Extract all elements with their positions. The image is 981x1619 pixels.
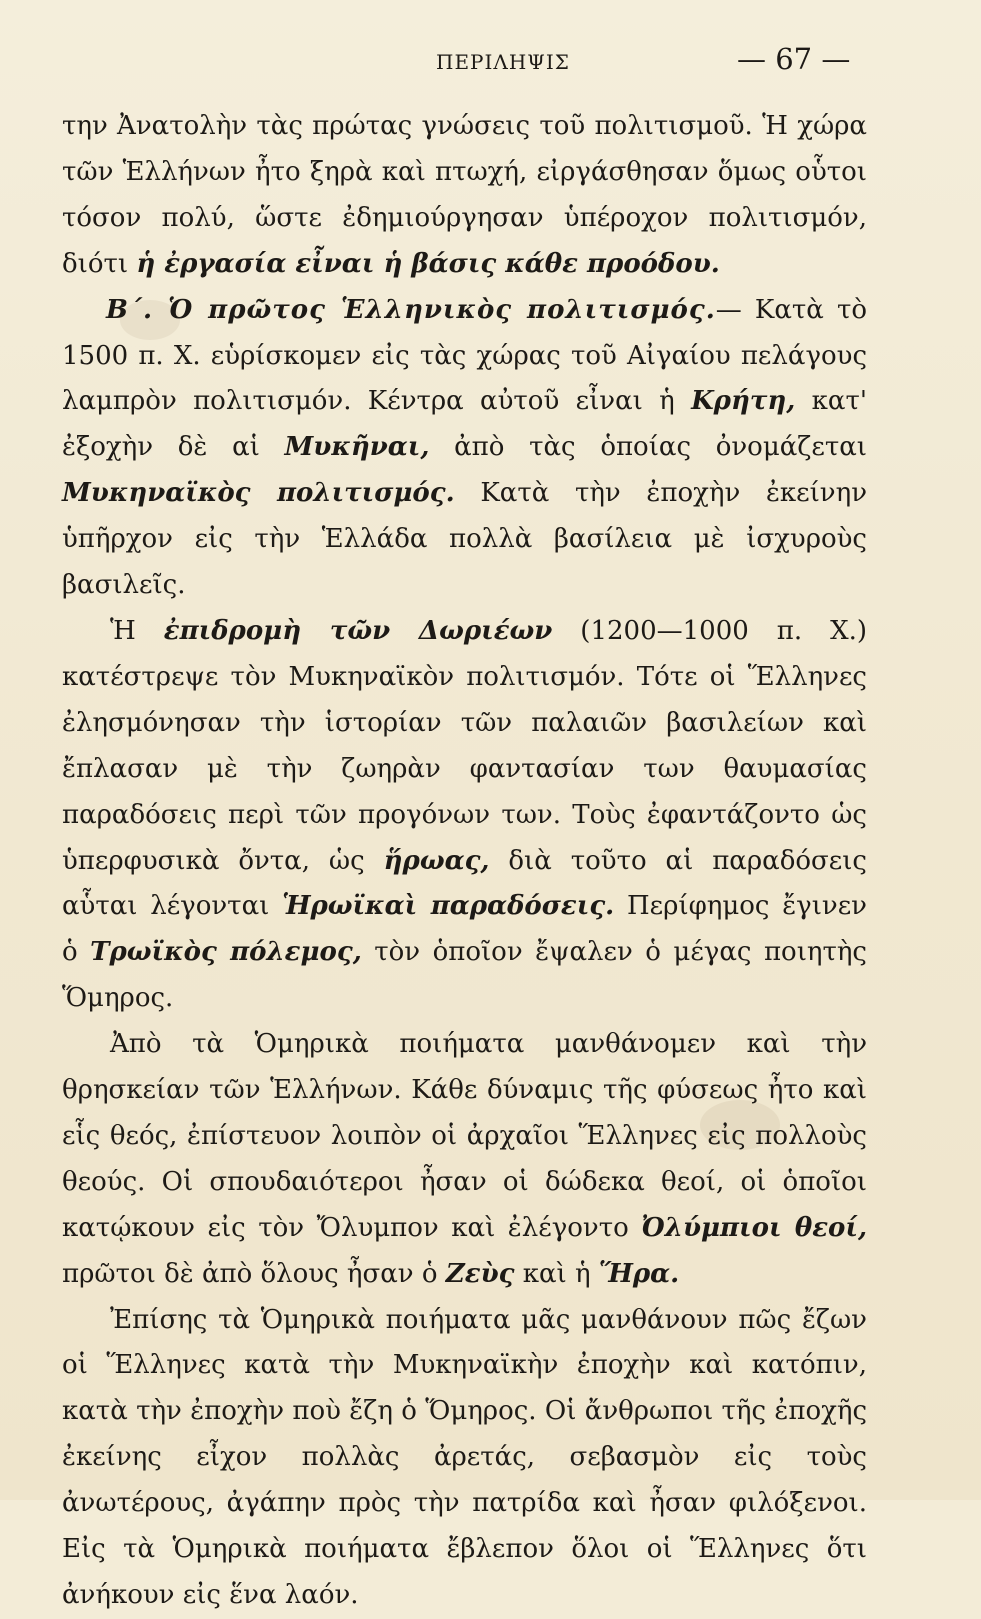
emphasized-text: ἡ ἐργασία εἶναι ἡ βάσις κάθε προόδου. — [136, 248, 720, 279]
text-run: διὰ τοῦτο αἱ παραδόσεις αὗται λέγονται — [62, 845, 867, 922]
emphasized-text: Μυκῆναι, — [284, 432, 430, 463]
text-run: ἀπὸ τὰς ὁποίας ὀνομάζεται — [429, 432, 867, 463]
paragraph — [62, 1298, 867, 1619]
paragraph — [62, 104, 867, 288]
emphasized-text: Ἥρα. — [598, 1258, 680, 1289]
emphasized-text: Ὀλύμπιοι θεοί, — [641, 1212, 867, 1243]
text-run: καὶ ἡ — [514, 1258, 599, 1289]
text-run: τὸν ὁποῖον ἔψαλεν ὁ μέγας ποιητὴς Ὅμηρος. — [62, 937, 867, 1014]
page-number: — 67 — — [737, 42, 851, 76]
paragraph — [62, 1022, 867, 1297]
text-run: Κατὰ τὴν ἐποχὴν ἐκείνην ὑπῆρχον εἰς τὴν Ἑλλάδα πολλὰ βασίλεια μὲ ἰσχυροὺς βασιλεῖς. — [62, 478, 867, 601]
running-title: ΠΕΡΙΛΗΨΙΣ — [436, 50, 570, 74]
text-run: Περίφημος ἔγινεν ὁ — [62, 891, 867, 968]
text-run: Ἡ — [110, 615, 164, 646]
text-run: (1200—1000 π. Χ.) κατέστρεψε τὸν Μυκηναϊκὸν πολιτισμόν. Τότε οἱ Ἕλληνες ἐλησμόνησαν τὴν ἱστορίαν τῶν παλαιῶν βασιλείων καὶ ἔπλασαν μὲ τὴν ζωηρὰν φαντασίαν των θαυμασίας παραδόσεις περὶ τῶν προγόνων των. Τοὺς ἐφαντάζοντο ὡς ὑπερφυσικὰ ὄντα, ὡς — [62, 615, 868, 876]
text-run: κατ' ἐξοχὴν δὲ αἱ — [62, 386, 867, 463]
section-paragraph — [62, 288, 867, 609]
running-header — [0, 42, 981, 78]
emphasized-text: ἥρωας, — [383, 845, 490, 876]
emphasized-text: ἐπιδρομὴ τῶν Δωριέων — [163, 615, 553, 646]
emphasized-text: Τρωϊκὸς πόλεμος, — [90, 937, 362, 968]
emphasized-text: Ἡρωϊκαὶ παραδόσεις. — [282, 891, 615, 922]
text-run: — Κατὰ τὸ 1500 π. Χ. εὑρίσκομεν εἰς τὰς χώρας τοῦ Αἰγαίου πελάγους λαμπρὸν πολιτισμόν. Κέντρα αὐτοῦ εἶναι ἡ — [62, 294, 867, 417]
emphasized-text: Μυκηναϊκὸς πολιτισμός. — [62, 478, 455, 509]
emphasized-text: Ζεὺς — [445, 1258, 515, 1289]
text-run: την Ἀνατολὴν τὰς πρώτας γνώσεις τοῦ πολιτισμοῦ. Ἡ χώρα τῶν Ἑλλήνων ἦτο ξηρὰ καὶ πτωχή, εἰργάσθησαν ὅμως οὗτοι τόσον πολύ, ὥστε ἐδημιούργησαν ὑπέροχον πολιτισμόν, διότι — [62, 111, 867, 279]
paragraph — [62, 609, 867, 1022]
text-run: Ἐπίσης τὰ Ὁμηρικὰ ποιήματα μᾶς μανθάνουν πῶς ἔζων οἱ Ἕλληνες κατὰ τὴν Μυκηναϊκὴν ἐποχὴν καὶ κατόπιν, κατὰ τὴν ἐποχὴν ποὺ ἔζη ὁ Ὅμηρος. Οἱ ἄνθρωποι τῆς ἐποχῆς ἐκείνης εἶχον πολλὰς ἀρετάς, σεβασμὸν εἰς τοὺς ἀνωτέρους, ἀγάπην πρὸς τὴν πατρίδα καὶ ἦσαν φιλόξενοι. Εἰς τὰ Ὁμηρικὰ ποιήματα ἔβλεπον ὅλοι οἱ Ἕλληνες ὅτι ἀνήκουν εἰς ἕνα λαόν. — [62, 1304, 867, 1610]
body-text — [62, 104, 867, 1619]
section-heading: Β΄. Ὁ πρῶτος Ἑλληνικὸς πολιτισμός. — [106, 294, 716, 325]
emphasized-text: Κρήτη, — [691, 386, 796, 417]
text-run: Ἀπὸ τὰ Ὁμηρικὰ ποιήματα μανθάνομεν καὶ τὴν θρησκείαν τῶν Ἑλλήνων. Κάθε δύναμις τῆς φύσεως ἦτο καὶ εἷς θεός, ἐπίστευον λοιπὸν οἱ ἀρχαῖοι Ἕλληνες εἰς πολλοὺς θεούς. Οἱ σπουδαιότεροι ἦσαν οἱ δώδεκα θεοί, οἱ ὁποῖοι κατῴκουν εἰς τὸν Ὄλυμπον καὶ ἐλέγοντο — [62, 1029, 867, 1243]
text-run: πρῶτοι δὲ ἀπὸ ὅλους ἦσαν ὁ — [62, 1258, 446, 1289]
